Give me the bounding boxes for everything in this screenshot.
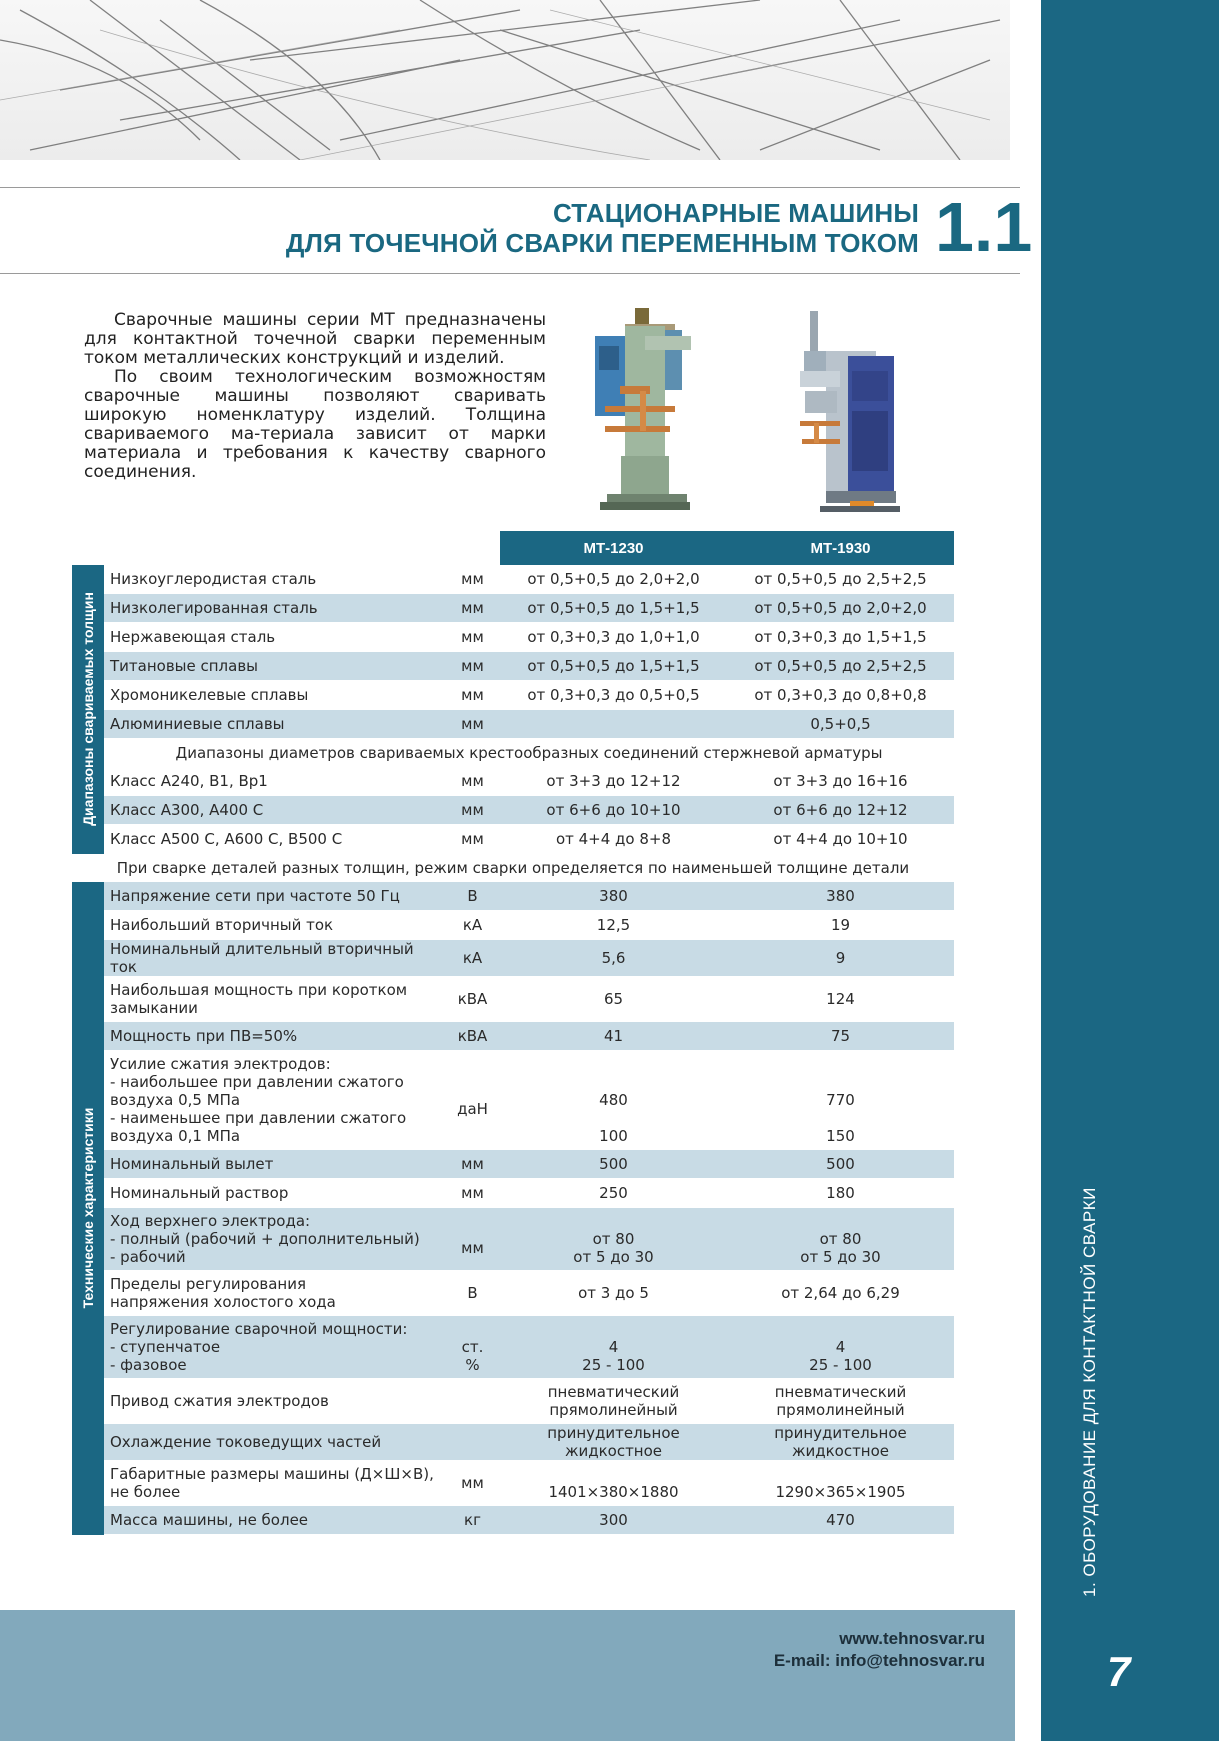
table-row xyxy=(72,1208,954,1271)
section-number: 1.1 xyxy=(935,188,1033,266)
sidebar-section-title: 1. ОБОРУДОВАНИЕ ДЛЯ КОНТАКТНОЙ СВАРКИ xyxy=(1080,1187,1099,1597)
value-mt1930: от 6+6 до 12+12 xyxy=(727,796,954,825)
value-mt1930: от 0,3+0,3 до 0,8+0,8 xyxy=(727,681,954,710)
value-mt1930: от 80 от 5 до 30 xyxy=(727,1208,954,1271)
row-name: Номинальный раствор xyxy=(104,1179,445,1208)
table-row xyxy=(72,825,954,854)
value-mt1930: 0,5+0,5 xyxy=(727,710,954,739)
row-name: Класс А300, А400 С xyxy=(104,796,445,825)
mode-note-row xyxy=(72,854,954,883)
row-unit: В xyxy=(445,1271,500,1316)
row-name: Хромоникелевые сплавы xyxy=(104,681,445,710)
value-mt1930: от 0,5+0,5 до 2,5+2,5 xyxy=(727,652,954,681)
row-name: Напряжение сети при частоте 50 Гц xyxy=(104,882,445,911)
row-unit: мм xyxy=(445,767,500,796)
value-mt1230: 480 100 xyxy=(500,1051,727,1150)
value-mt1930: от 0,3+0,3 до 1,5+1,5 xyxy=(727,623,954,652)
section-label-tech xyxy=(72,882,104,1535)
value-mt1930: 75 xyxy=(727,1022,954,1051)
value-mt1230: от 0,5+0,5 до 2,0+2,0 xyxy=(500,565,727,594)
value-mt1930: 470 xyxy=(727,1506,954,1535)
table-row xyxy=(72,767,954,796)
table-row xyxy=(72,1179,954,1208)
row-unit: мм xyxy=(445,1179,500,1208)
row-unit: кВА xyxy=(445,977,500,1022)
row-name: Класс А500 С, А600 С, В500 С xyxy=(104,825,445,854)
value-mt1930: 770 150 xyxy=(727,1051,954,1150)
rebar-note-row xyxy=(72,739,954,768)
value-mt1230: от 0,3+0,3 до 0,5+0,5 xyxy=(500,681,727,710)
row-name: Масса машины, не более xyxy=(104,1506,445,1535)
table-row xyxy=(72,681,954,710)
intro-paragraph-2: По своим технологическим возможностям сварочные машины позволяют сваривать широкую номенклатуру изделий. Толщина свариваемого ма-териала зависит от марки материала и требования к качеству сварного соединения. xyxy=(84,367,546,482)
value-mt1230: от 0,5+0,5 до 1,5+1,5 xyxy=(500,652,727,681)
header-mt1930: МТ-1930 xyxy=(727,531,954,565)
table-row xyxy=(72,1424,954,1461)
table-row xyxy=(72,796,954,825)
page-number: 7 xyxy=(1107,1648,1131,1695)
table-row xyxy=(72,882,954,911)
value-mt1930: 1290×365×1905 xyxy=(727,1461,954,1506)
row-unit: кВА xyxy=(445,1022,500,1051)
table-row xyxy=(72,710,954,739)
row-name: Наибольший вторичный ток xyxy=(104,911,445,940)
value-mt1230: 250 xyxy=(500,1179,727,1208)
row-unit: мм xyxy=(445,1461,500,1506)
row-unit: мм xyxy=(445,681,500,710)
intro-paragraph-1: Сварочные машины серии МТ предназначены для контактной точечной сварки переменным током металлических конструкций и изделий. xyxy=(84,310,546,368)
row-unit: мм xyxy=(445,825,500,854)
value-mt1230: от 4+4 до 8+8 xyxy=(500,825,727,854)
value-mt1230: от 80 от 5 до 30 xyxy=(500,1208,727,1271)
header-mt1230: МТ-1230 xyxy=(500,531,727,565)
value-mt1930: от 0,5+0,5 до 2,0+2,0 xyxy=(727,594,954,623)
footer-website[interactable]: www.tehnosvar.ru xyxy=(839,1629,985,1648)
value-mt1930: 380 xyxy=(727,882,954,911)
header-decorative-image xyxy=(0,0,1010,160)
row-unit xyxy=(445,1379,500,1424)
table-row xyxy=(72,594,954,623)
value-mt1930: принудительное жидкостное xyxy=(727,1424,954,1461)
row-unit: мм xyxy=(445,623,500,652)
value-mt1930: 19 xyxy=(727,911,954,940)
row-name: Алюминиевые сплавы xyxy=(104,710,445,739)
table-row xyxy=(72,623,954,652)
value-mt1230: от 3 до 5 xyxy=(500,1271,727,1316)
value-mt1230: от 0,5+0,5 до 1,5+1,5 xyxy=(500,594,727,623)
row-unit: кА xyxy=(445,940,500,977)
row-unit: мм xyxy=(445,710,500,739)
row-name: Регулирование сварочной мощности: - ступенчатое - фазовое xyxy=(104,1316,445,1379)
table-row xyxy=(72,1271,954,1316)
table-row xyxy=(72,565,954,594)
machine-mt1930-image xyxy=(790,311,900,516)
value-mt1930: от 3+3 до 16+16 xyxy=(727,767,954,796)
row-name: Класс А240, В1, Вр1 xyxy=(104,767,445,796)
value-mt1230: 380 xyxy=(500,882,727,911)
value-mt1230 xyxy=(500,710,727,739)
value-mt1230: 41 xyxy=(500,1022,727,1051)
table-row xyxy=(72,977,954,1022)
title-bottom-rule xyxy=(0,273,1020,274)
row-name: Наибольшая мощность при коротком замыкании xyxy=(104,977,445,1022)
row-unit xyxy=(445,1424,500,1461)
footer-email[interactable]: E-mail: info@tehnosvar.ru xyxy=(773,1651,985,1670)
row-name: Усилие сжатия электродов: - наибольшее при давлении сжатого воздуха 0,5 МПа - наименьшее при давлении сжатого воздуха 0,1 МПа xyxy=(104,1051,445,1150)
table-row xyxy=(72,652,954,681)
section-label-thickness xyxy=(72,565,104,854)
table-row xyxy=(72,1022,954,1051)
row-name: Пределы регулирования напряжения холостого хода xyxy=(104,1271,445,1316)
value-mt1230: от 0,3+0,3 до 1,0+1,0 xyxy=(500,623,727,652)
intro-text xyxy=(84,311,546,482)
row-unit: В xyxy=(445,882,500,911)
value-mt1930: от 4+4 до 10+10 xyxy=(727,825,954,854)
table-row xyxy=(72,940,954,977)
value-mt1930: 500 xyxy=(727,1150,954,1179)
section-label-thickness-label: Диапазоны свариваемых толщин xyxy=(80,592,96,827)
spec-table xyxy=(72,531,954,1535)
table-row xyxy=(72,1379,954,1424)
value-mt1230: 500 xyxy=(500,1150,727,1179)
machine-mt1230-image xyxy=(585,306,705,516)
row-name: Номинальный вылет xyxy=(104,1150,445,1179)
row-unit: даН xyxy=(445,1051,500,1150)
value-mt1230: от 6+6 до 10+10 xyxy=(500,796,727,825)
row-name: Ход верхнего электрода: - полный (рабочий + дополнительный) - рабочий xyxy=(104,1208,445,1271)
section-label-tech-label: Технические характеристики xyxy=(80,1107,96,1309)
table-header-row xyxy=(72,531,954,565)
row-unit: кА xyxy=(445,911,500,940)
row-unit: мм xyxy=(445,1208,500,1271)
row-name: Низколегированная сталь xyxy=(104,594,445,623)
row-name: Габаритные размеры машины (Д×Ш×В), не более xyxy=(104,1461,445,1506)
value-mt1230: 65 xyxy=(500,977,727,1022)
row-name: Охлаждение токоведущих частей xyxy=(104,1424,445,1461)
title-line-1: СТАЦИОНАРНЫЕ МАШИНЫ xyxy=(552,198,919,228)
page-title xyxy=(286,198,919,258)
value-mt1230: 12,5 xyxy=(500,911,727,940)
row-name: Номинальный длительный вторичный ток xyxy=(104,940,445,977)
row-unit: ст. % xyxy=(445,1316,500,1379)
value-mt1230: пневматический прямолинейный xyxy=(500,1379,727,1424)
row-name: Привод сжатия электродов xyxy=(104,1379,445,1424)
row-name: Мощность при ПВ=50% xyxy=(104,1022,445,1051)
value-mt1930: 4 25 - 100 xyxy=(727,1316,954,1379)
value-mt1930: пневматический прямолинейный xyxy=(727,1379,954,1424)
row-name: Нержавеющая сталь xyxy=(104,623,445,652)
value-mt1230: 1401×380×1880 xyxy=(500,1461,727,1506)
table-row xyxy=(72,1316,954,1379)
sidebar-band xyxy=(1041,0,1219,1741)
value-mt1230: 5,6 xyxy=(500,940,727,977)
row-name: Низкоуглеродистая сталь xyxy=(104,565,445,594)
row-name: Титановые сплавы xyxy=(104,652,445,681)
row-unit: мм xyxy=(445,594,500,623)
title-line-2: ДЛЯ ТОЧЕЧНОЙ СВАРКИ ПЕРЕМЕННЫМ ТОКОМ xyxy=(285,228,919,258)
value-mt1930: 180 xyxy=(727,1179,954,1208)
rebar-note: Диапазоны диаметров свариваемых крестообразных соединений стержневой арматуры xyxy=(104,739,954,768)
table-row xyxy=(72,1150,954,1179)
value-mt1930: 124 xyxy=(727,977,954,1022)
row-unit: мм xyxy=(445,1150,500,1179)
table-row xyxy=(72,1051,954,1150)
row-unit: кг xyxy=(445,1506,500,1535)
mode-note: При сварке деталей разных толщин, режим сварки определяется по наименьшей толщине детали xyxy=(72,854,954,883)
row-unit: мм xyxy=(445,565,500,594)
value-mt1230: от 3+3 до 12+12 xyxy=(500,767,727,796)
value-mt1230: 300 xyxy=(500,1506,727,1535)
value-mt1230: принудительное жидкостное xyxy=(500,1424,727,1461)
footer xyxy=(0,1610,1015,1741)
table-row xyxy=(72,1461,954,1506)
table-row xyxy=(72,911,954,940)
value-mt1930: от 2,64 до 6,29 xyxy=(727,1271,954,1316)
value-mt1930: от 0,5+0,5 до 2,5+2,5 xyxy=(727,565,954,594)
title-top-rule xyxy=(0,187,1020,188)
row-unit: мм xyxy=(445,796,500,825)
row-unit: мм xyxy=(445,652,500,681)
value-mt1930: 9 xyxy=(727,940,954,977)
table-row xyxy=(72,1506,954,1535)
value-mt1230: 4 25 - 100 xyxy=(500,1316,727,1379)
